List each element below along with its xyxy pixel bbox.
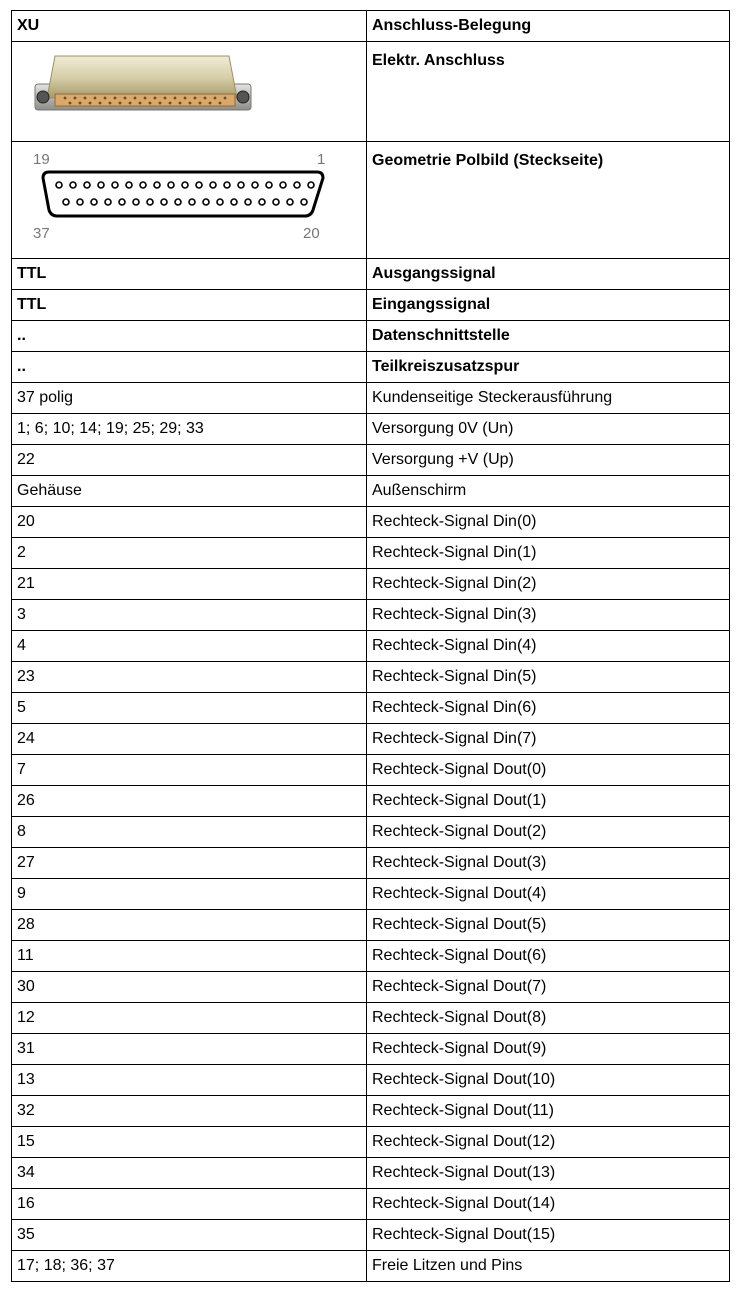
property-row: [12, 321, 730, 352]
pin-cell: 31: [12, 1034, 367, 1065]
signal-cell: Rechteck-Signal Dout(13): [367, 1158, 730, 1189]
header-left: XU: [12, 11, 367, 42]
property-label: Eingangssignal: [367, 290, 730, 321]
pin-cell: 30: [12, 972, 367, 1003]
signal-cell: Außenschirm: [367, 476, 730, 507]
pin-label-top-left: 19: [33, 151, 50, 168]
connector-photo-cell: [12, 42, 367, 142]
pin-cell: 28: [12, 910, 367, 941]
pin-cell: 3: [12, 600, 367, 631]
pin-cell: 9: [12, 879, 367, 910]
signal-cell: Versorgung 0V (Un): [367, 414, 730, 445]
signal-cell: Rechteck-Signal Dout(1): [367, 786, 730, 817]
property-label: Ausgangssignal: [367, 259, 730, 290]
drawing-row-label: Geometrie Polbild (Steckseite): [367, 142, 730, 259]
signal-cell: Rechteck-Signal Dout(5): [367, 910, 730, 941]
signal-cell: Rechteck-Signal Dout(12): [367, 1127, 730, 1158]
pin-cell: 1; 6; 10; 14; 19; 25; 29; 33: [12, 414, 367, 445]
pin-cell: 27: [12, 848, 367, 879]
table-row: [12, 1065, 730, 1096]
header-row: [12, 11, 730, 42]
table-row: [12, 538, 730, 569]
pin-cell: 2: [12, 538, 367, 569]
property-value: ..: [12, 352, 367, 383]
signal-cell: Rechteck-Signal Dout(11): [367, 1096, 730, 1127]
drawing-row: [12, 142, 730, 259]
pin-cell: 35: [12, 1220, 367, 1251]
pin-assignment-sheet: [11, 10, 729, 1282]
pin-cell: 12: [12, 1003, 367, 1034]
table-row: [12, 631, 730, 662]
pin-cell: 15: [12, 1127, 367, 1158]
table-row: [12, 1096, 730, 1127]
pin-cell: 17; 18; 36; 37: [12, 1251, 367, 1282]
table-row: [12, 755, 730, 786]
signal-cell: Rechteck-Signal Dout(2): [367, 817, 730, 848]
signal-cell: Rechteck-Signal Din(0): [367, 507, 730, 538]
table-row: [12, 724, 730, 755]
photo-row: [12, 42, 730, 142]
pin-cell: 16: [12, 1189, 367, 1220]
signal-cell: Rechteck-Signal Din(1): [367, 538, 730, 569]
connector-drawing-cell: [12, 142, 367, 259]
signal-cell: Freie Litzen und Pins: [367, 1251, 730, 1282]
pin-cell: 34: [12, 1158, 367, 1189]
photo-row-label: Elektr. Anschluss: [367, 42, 730, 142]
signal-cell: Rechteck-Signal Din(3): [367, 600, 730, 631]
signal-cell: Rechteck-Signal Dout(3): [367, 848, 730, 879]
pin-cell: 22: [12, 445, 367, 476]
header-right: Anschluss-Belegung: [367, 11, 730, 42]
pin-cell: 37 polig: [12, 383, 367, 414]
table-row: [12, 1220, 730, 1251]
property-value: TTL: [12, 290, 367, 321]
pin-label-bottom-right: 20: [303, 225, 320, 242]
signal-cell: Rechteck-Signal Dout(10): [367, 1065, 730, 1096]
signal-cell: Rechteck-Signal Din(6): [367, 693, 730, 724]
pin-label-top-right: 1: [317, 151, 326, 168]
signal-cell: Rechteck-Signal Dout(14): [367, 1189, 730, 1220]
pin-cell: 8: [12, 817, 367, 848]
table-row: [12, 1034, 730, 1065]
property-label: Teilkreiszusatzspur: [367, 352, 730, 383]
table-row: [12, 1251, 730, 1282]
signal-cell: Rechteck-Signal Dout(4): [367, 879, 730, 910]
pin-cell: 21: [12, 569, 367, 600]
signal-cell: Rechteck-Signal Din(4): [367, 631, 730, 662]
property-value: TTL: [12, 259, 367, 290]
table-row: [12, 1003, 730, 1034]
table-row: [12, 693, 730, 724]
table-row: [12, 476, 730, 507]
pin-cell: 20: [12, 507, 367, 538]
property-row: [12, 290, 730, 321]
property-row: [12, 352, 730, 383]
signal-cell: Rechteck-Signal Din(5): [367, 662, 730, 693]
pin-cell: 5: [12, 693, 367, 724]
property-row: [12, 259, 730, 290]
table-row: [12, 879, 730, 910]
signal-cell: Rechteck-Signal Dout(0): [367, 755, 730, 786]
pin-cell: 24: [12, 724, 367, 755]
pin-cell: 26: [12, 786, 367, 817]
signal-cell: Rechteck-Signal Dout(7): [367, 972, 730, 1003]
table-row: [12, 383, 730, 414]
table-row: [12, 817, 730, 848]
table-row: [12, 972, 730, 1003]
signal-cell: Rechteck-Signal Din(7): [367, 724, 730, 755]
dsub-connector-photo: [29, 48, 257, 120]
table-row: [12, 600, 730, 631]
table-row: [12, 848, 730, 879]
signal-cell: Versorgung +V (Up): [367, 445, 730, 476]
table-row: [12, 569, 730, 600]
pin-cell: 32: [12, 1096, 367, 1127]
pin-cell: 13: [12, 1065, 367, 1096]
pin-cell: 23: [12, 662, 367, 693]
pin-cell: Gehäuse: [12, 476, 367, 507]
pin-assignment-table: [11, 10, 730, 1282]
dsub-pin-layout-drawing: [31, 148, 331, 244]
signal-cell: Rechteck-Signal Dout(9): [367, 1034, 730, 1065]
signal-cell: Rechteck-Signal Dout(8): [367, 1003, 730, 1034]
pin-cell: 7: [12, 755, 367, 786]
table-row: [12, 445, 730, 476]
signal-cell: Rechteck-Signal Dout(15): [367, 1220, 730, 1251]
table-row: [12, 941, 730, 972]
table-row: [12, 910, 730, 941]
table-row: [12, 662, 730, 693]
table-row: [12, 1158, 730, 1189]
table-row: [12, 786, 730, 817]
table-row: [12, 414, 730, 445]
property-value: ..: [12, 321, 367, 352]
pin-cell: 11: [12, 941, 367, 972]
pin-cell: 4: [12, 631, 367, 662]
pin-label-bottom-left: 37: [33, 225, 50, 242]
table-row: [12, 1189, 730, 1220]
property-label: Datenschnittstelle: [367, 321, 730, 352]
signal-cell: Rechteck-Signal Din(2): [367, 569, 730, 600]
table-row: [12, 507, 730, 538]
signal-cell: Rechteck-Signal Dout(6): [367, 941, 730, 972]
signal-cell: Kundenseitige Steckerausführung: [367, 383, 730, 414]
table-row: [12, 1127, 730, 1158]
